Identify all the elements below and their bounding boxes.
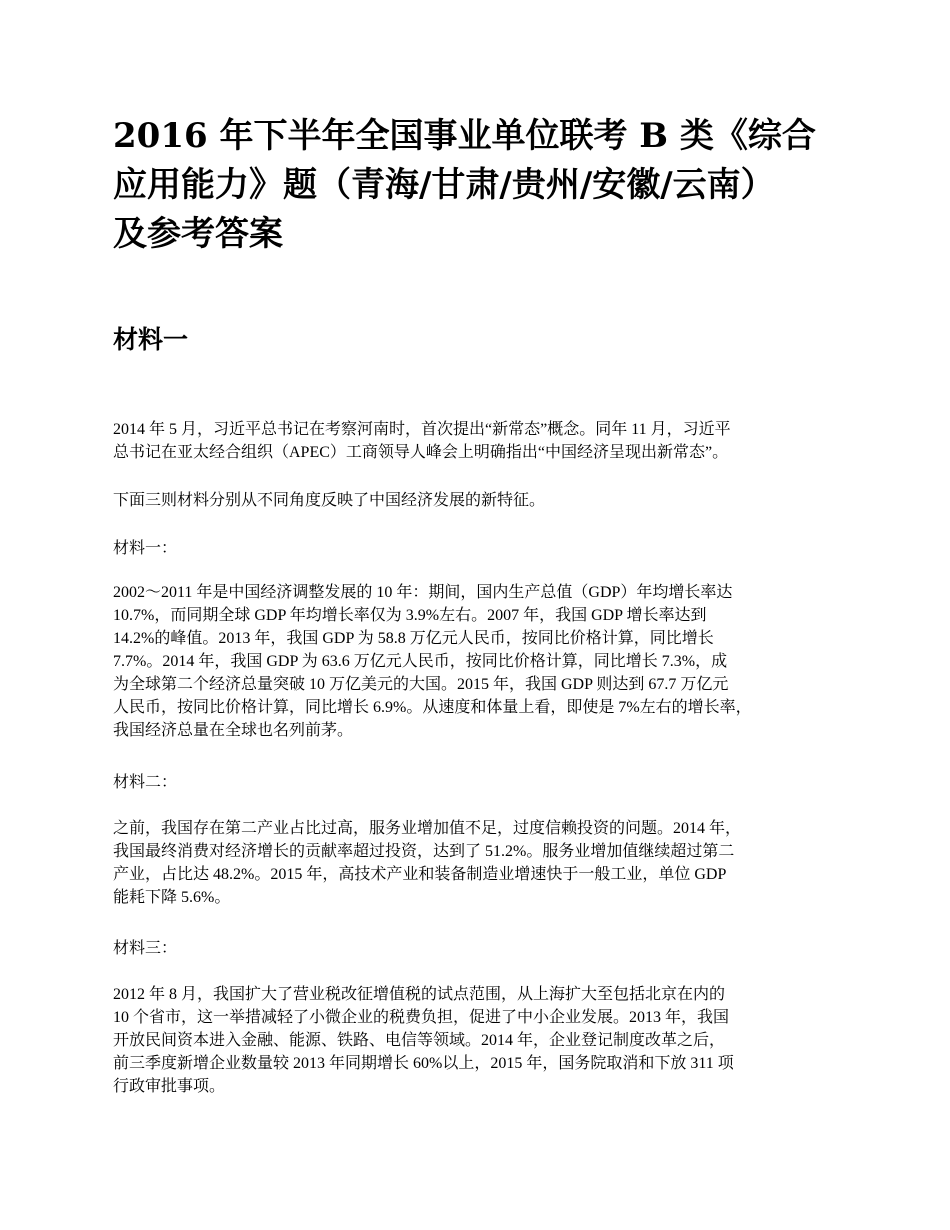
text-line: 2002～2011 年是中国经济调整发展的 10 年：期间，国内生产总值（GDP）年均增长率达: [113, 584, 733, 601]
text-line: 10.7%，而同期全球 GDP 年均增长率仅为 3.9%左右。2007 年，我国 GDP 增长率达到: [113, 607, 707, 624]
text-line: 之前，我国存在第二产业占比过高，服务业增加值不足，过度信赖投资的问题。2014 年，: [113, 820, 742, 837]
text-line: 材料二：: [113, 774, 178, 791]
material3-label: [113, 937, 853, 960]
text-line: 材料三：: [113, 940, 178, 957]
text-line: 下面三则材料分别从不同角度反映了中国经济发展的新特征。: [113, 492, 546, 509]
text-line: 7.7%。2014 年，我国 GDP 为 63.6 万亿元人民币，按同比价格计算，同比增长 7.3%，成: [113, 653, 728, 670]
text-line: 前三季度新增企业数量较 2013 年同期增长 60%以上，2015 年，国务院取消和下放 311 项: [113, 1055, 734, 1072]
lead-paragraph: [113, 489, 853, 512]
page-title: [113, 112, 843, 259]
material1-label: [113, 537, 853, 560]
text-line: 行政审批事项。: [113, 1078, 226, 1095]
text-line: 10 个省市，这一举措减轻了小微企业的税费负担，促进了中小企业发展。2013 年，我国: [113, 1009, 730, 1026]
text-line: 开放民间资本进入金融、能源、铁路、电信等领域。2014 年，企业登记制度改革之后，: [113, 1032, 726, 1049]
text-line: 为全球第二个经济总量突破 10 万亿美元的大国。2015 年，我国 GDP 则达到 67.7 万亿元: [113, 676, 729, 693]
text-line: 能耗下降 5.6%。: [113, 889, 231, 906]
title-line: 及参考答案: [113, 214, 283, 254]
material1-paragraph: [113, 581, 853, 742]
text-line: 2014 年 5 月，习近平总书记在考察河南时，首次提出“新常态”概念。同年 11 月，习近平: [113, 421, 731, 438]
material2-label: [113, 771, 853, 794]
text-line: 人民币，按同比价格计算，同比增长 6.9%。从速度和体量上看，即使是 7%左右的增长率，: [113, 699, 752, 716]
text-line: 2012 年 8 月，我国扩大了营业税改征增值税的试点范围，从上海扩大至包括北京在内的: [113, 986, 726, 1003]
text-line: 我国经济总量在全球也名列前茅。: [113, 722, 354, 739]
text-line: 材料一：: [113, 540, 178, 557]
section-heading: 材料一: [113, 325, 189, 354]
text-line: 我国最终消费对经济增长的贡献率超过投资，达到了 51.2%。服务业增加值继续超过第二: [113, 843, 735, 860]
text-line: 14.2%的峰值。2013 年，我国 GDP 为 58.8 万亿元人民币，按同比价格计算，同比增长: [113, 630, 714, 647]
title-line: 应用能力》题（青海/甘肃/贵州/安徽/云南）: [113, 165, 775, 205]
intro-paragraph: [113, 418, 853, 464]
material3-paragraph: [113, 983, 853, 1098]
material2-paragraph: [113, 817, 853, 909]
text-line: 总书记在亚太经合组织（APEC）工商领导人峰会上明确指出“中国经济呈现出新常态”。: [113, 444, 729, 461]
text-line: 产业，占比达 48.2%。2015 年，高技术产业和装备制造业增速快于一般工业，单位 GDP: [113, 866, 727, 883]
title-line: 2016 年下半年全国事业单位联考 B 类《综合: [113, 116, 816, 156]
